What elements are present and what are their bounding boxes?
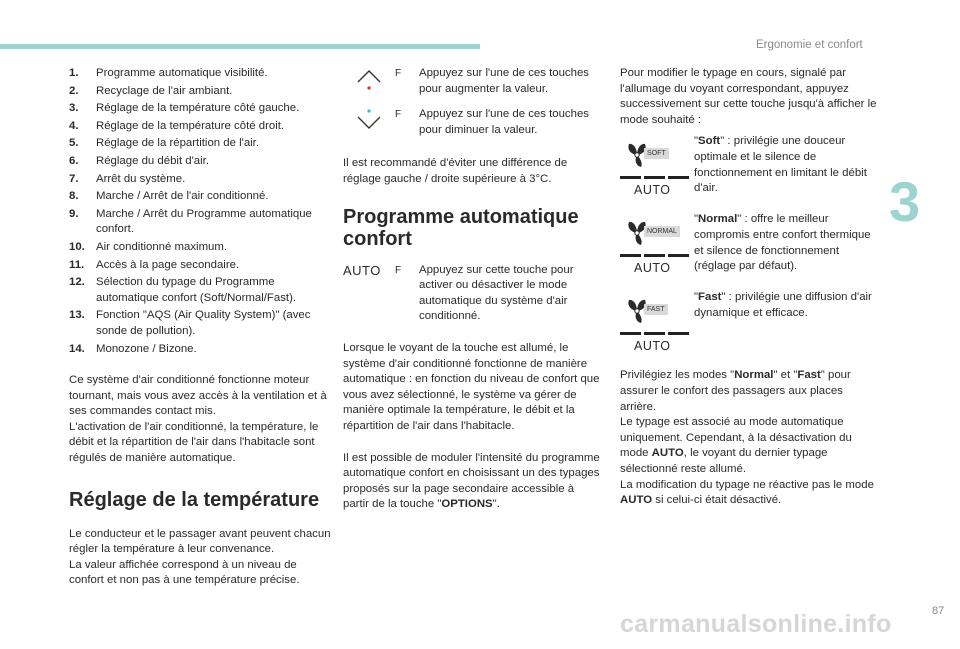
legend-item	[69, 189, 331, 205]
header-accent-bar	[0, 44, 480, 49]
mode-indicator-bar	[620, 254, 689, 257]
legend-number: 11.	[69, 258, 85, 271]
legend-text: Monozone / Bizone.	[96, 342, 197, 355]
column-right	[620, 66, 878, 509]
temperature-up-row	[343, 66, 601, 97]
legend-text: Sélection du typage du Programme automatique confort (Soft/Normal/Fast).	[96, 276, 297, 304]
legend-text: Réglage de la répartition de l'air.	[96, 137, 260, 150]
mode-description: "Normal" : offre le meilleur compromis entre confort thermique et silence de fonctionnement (réglage par défaut).	[694, 213, 871, 273]
legend-number: 2.	[69, 84, 79, 97]
legend-item	[69, 101, 331, 117]
watermark: carmanualsonline.info	[620, 610, 892, 638]
modulate-paragraph: Il est possible de moduler l'intensité du programme automatique confort en choisissant un des typages proposés sur la page secondaire accessible à partir de la touche "OPTIONS".	[343, 451, 600, 511]
legend-item	[69, 66, 331, 82]
mode-indicator-bar	[620, 176, 689, 179]
legend-item	[69, 308, 331, 339]
heading-temperature: Réglage de la température	[69, 488, 320, 511]
legend-text: Air conditionné maximum.	[96, 240, 228, 253]
legend-number: 4.	[69, 119, 79, 132]
column-middle	[343, 66, 601, 513]
legend-item	[69, 240, 331, 256]
legend-item	[69, 207, 331, 238]
legend-item	[69, 342, 331, 358]
intro-paragraph-2: L'activation de l'air conditionné, la température, le débit et la répartition de l'air dans l'habitacle sont régulés de manière automatique.	[69, 420, 319, 465]
mode-tag: SOFT	[644, 148, 669, 159]
chapter-number: 3	[889, 170, 921, 233]
legend-item	[69, 275, 331, 306]
mode-description: "Fast" : privilégie une diffusion d'air dynamique et efficace.	[694, 291, 872, 319]
temperature-up-icon	[343, 66, 395, 92]
legend-item	[69, 136, 331, 152]
modification-paragraph: La modification du typage ne réactive pas le mode AUTO si celui-ci était désactivé.	[620, 478, 874, 507]
legend-text: Réglage de la température côté gauche.	[96, 102, 300, 115]
legend-item	[69, 119, 331, 135]
temperature-down-text: Appuyez sur l'une de ces touches pour diminuer la valeur.	[419, 108, 589, 136]
comfort-mode-fast	[620, 290, 878, 366]
legend-item	[69, 258, 331, 274]
typage-paragraph: Le typage est associé au mode automatique uniquement. Cependant, à la désactivation du mode AUTO, le voyant du dernier typage sélectionné reste allumé.	[620, 416, 852, 475]
mode-tag: NORMAL	[644, 226, 680, 237]
bullet-icon: F	[395, 264, 402, 276]
mode-auto-label: AUTO	[634, 339, 671, 354]
auto-label: AUTO	[343, 262, 381, 278]
temperature-paragraph-2: La valeur affichée correspond à un niveau de confort et non pas à une température précise.	[69, 558, 300, 587]
legend-number: 6.	[69, 154, 79, 167]
column-left	[69, 66, 331, 589]
auto-button-text: Appuyez sur cette touche pour activer ou désactiver le mode automatique du système d'air conditionné.	[419, 263, 574, 323]
fan-mode-icon	[620, 212, 692, 288]
bullet-icon: F	[395, 68, 402, 79]
mode-tag: FAST	[644, 304, 668, 315]
page-number: 87	[932, 605, 945, 617]
legend-number: 13.	[69, 309, 85, 322]
comfort-modes-list	[620, 134, 878, 366]
fan-mode-icon	[620, 290, 692, 366]
auto-button-row	[343, 263, 601, 325]
temperature-up-text: Appuyez sur l'une de ces touches pour augmenter la valeur.	[419, 67, 589, 95]
intro-paragraph-1: Ce système d'air conditionné fonctionne moteur tournant, mais vous avez accès à la ventilation et à ses commandes contact mis.	[69, 374, 327, 418]
legend-number: 1.	[69, 67, 79, 79]
legend-text: Marche / Arrêt de l'air conditionné.	[96, 190, 269, 203]
legend-text: Marche / Arrêt du Programme automatique confort.	[96, 207, 312, 236]
temperature-down-icon	[343, 107, 395, 133]
mode-auto-label: AUTO	[634, 183, 671, 198]
heading-auto-program: Programme automatique confort	[343, 205, 579, 250]
legend-number: 9.	[69, 207, 79, 220]
temperature-paragraph-1: Le conducteur et le passager avant peuvent chacun régler la température à leur convenance.	[69, 527, 331, 556]
recommendation-text: Il est recommandé d'éviter une différence de réglage gauche / droite supérieure à 3°C.	[343, 157, 568, 185]
legend-item	[69, 154, 331, 170]
comfort-mode-soft	[620, 134, 878, 210]
mode-auto-label: AUTO	[634, 261, 671, 276]
legend-text: Programme automatique visibilité.	[96, 67, 268, 79]
legend-text: Recyclage de l'air ambiant.	[96, 84, 233, 97]
legend-number: 14.	[69, 342, 85, 355]
legend-text: Fonction "AQS (Air Quality System)" (avec sonde de pollution).	[96, 309, 311, 337]
legend-item	[69, 172, 331, 188]
legend-number: 5.	[69, 137, 79, 150]
legend-number: 10.	[69, 240, 85, 253]
legend-number: 12.	[69, 276, 85, 289]
legend-text: Arrêt du système.	[96, 172, 186, 185]
privilege-paragraph: Privilégiez les modes "Normal" et "Fast" pour assurer le confort des passagers aux places arrière.	[620, 369, 851, 413]
temperature-down-row	[343, 107, 601, 138]
legend-number: 3.	[69, 102, 79, 115]
legend-text: Réglage du débit d'air.	[96, 154, 209, 167]
fan-mode-icon	[620, 134, 692, 210]
mode-description: "Soft" : privilégie une douceur optimale et le silence de fonctionnement en limitant le débit d'air.	[694, 135, 867, 195]
auto-lamp-paragraph: Lorsque le voyant de la touche est allumé, le système d'air conditionné fonctionne de manière automatique : en fonction du niveau de confort que vous avez sélectionné, le système va gérer de manière optimale la température, le débit et la répartition de l'air dans l'habitacle.	[343, 341, 600, 432]
bullet-icon: F	[395, 109, 402, 121]
comfort-mode-normal	[620, 212, 878, 288]
legend-item	[69, 84, 331, 100]
legend-number: 7.	[69, 172, 79, 185]
legend-number: 8.	[69, 190, 79, 203]
auto-button-icon	[343, 263, 395, 279]
section-title: Ergonomie et confort	[756, 39, 863, 51]
mode-indicator-bar	[620, 332, 689, 335]
legend-text: Accès à la page secondaire.	[96, 258, 240, 271]
legend-text: Réglage de la température côté droit.	[96, 119, 285, 132]
mode-intro-paragraph: Pour modifier le typage en cours, signalé par l'allumage du voyant correspondant, appuyez successivement sur cette touche jusqu'à afficher le mode souhaité :	[620, 67, 877, 126]
control-legend-list	[69, 66, 331, 357]
